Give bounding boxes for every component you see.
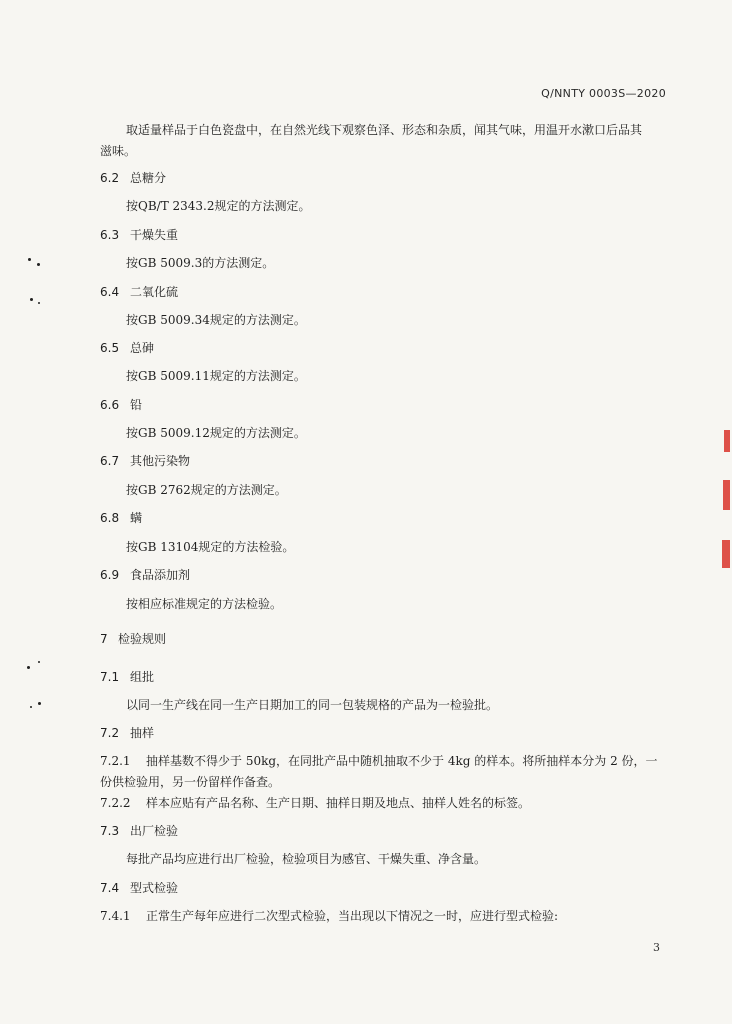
section-6-8-heading: [100, 510, 142, 526]
section-title: 螨: [130, 511, 143, 525]
section-number: 6.8: [100, 511, 120, 525]
scan-speck: [30, 298, 33, 301]
section-title: 抽样: [130, 726, 155, 740]
section-7-1-text: 以同一生产线在同一生产日期加工的同一包装规格的产品为一检验批。: [126, 698, 499, 712]
section-title: 型式检验: [130, 881, 179, 895]
section-7-3-text: 每批产品均应进行出厂检验，检验项目为感官、干燥失重、净含量。: [126, 852, 487, 866]
section-6-7-text: 按GB 2762规定的方法测定。: [126, 483, 287, 497]
scan-speck: [37, 263, 40, 266]
section-number: 7.2: [100, 726, 120, 740]
section-title: 食品添加剂: [130, 568, 191, 582]
section-text: 正常生产每年应进行二次型式检验，当出现以下情况之一时，应进行型式检验:: [146, 909, 559, 923]
section-7-2-heading: [100, 725, 154, 741]
section-7-2-2: [100, 795, 530, 811]
section-title: 总糖分: [130, 171, 167, 185]
section-title: 二氧化硫: [130, 285, 179, 299]
section-number: 6.2: [100, 171, 120, 185]
section-7-4-heading: [100, 880, 178, 896]
scan-speck: [38, 302, 40, 304]
section-6-2-heading: [100, 170, 166, 186]
scan-speck: [38, 702, 41, 705]
section-number: 6.9: [100, 568, 120, 582]
section-6-6-heading: [100, 397, 142, 413]
standard-code: Q/NNTY 0003S—2020: [541, 87, 666, 100]
section-7-heading: [100, 631, 166, 647]
section-number: 6.3: [100, 228, 120, 242]
section-7-1-heading: [100, 669, 154, 685]
page-number: 3: [653, 941, 660, 954]
section-number: 7.1: [100, 670, 120, 684]
section-number: 7.4.1: [100, 909, 131, 923]
section-6-7-heading: [100, 453, 190, 469]
section-6-4-heading: [100, 284, 178, 300]
section-title: 总砷: [130, 341, 155, 355]
intro-line-2: 滋味。: [100, 144, 137, 158]
section-number: 7.2.1: [100, 754, 131, 768]
stamp-fragment: [722, 540, 730, 568]
section-6-8-text: 按GB 13104规定的方法检验。: [126, 540, 295, 554]
section-number: 6.7: [100, 454, 120, 468]
section-title: 出厂检验: [130, 824, 179, 838]
section-6-3-text: 按GB 5009.3的方法测定。: [126, 256, 275, 270]
section-title: 干燥失重: [130, 228, 179, 242]
section-6-6-text: 按GB 5009.12规定的方法测定。: [126, 426, 306, 440]
section-title: 组批: [130, 670, 155, 684]
scan-speck: [38, 661, 40, 663]
scan-speck: [30, 706, 32, 708]
section-6-4-text: 按GB 5009.34规定的方法测定。: [126, 313, 306, 327]
section-text: 样本应贴有产品名称、生产日期、抽样日期及地点、抽样人姓名的标签。: [146, 796, 531, 810]
section-6-9-text: 按相应标准规定的方法检验。: [126, 597, 283, 611]
section-number: 7: [100, 632, 108, 646]
stamp-fragment: [724, 430, 730, 452]
section-6-3-heading: [100, 227, 178, 243]
section-number: 6.5: [100, 341, 120, 355]
section-number: 7.4: [100, 881, 120, 895]
section-7-2-1-line-2: 份供检验用，另一份留样作备查。: [100, 775, 281, 789]
section-title: 其他污染物: [130, 454, 191, 468]
stamp-fragment: [723, 480, 730, 510]
section-number: 7.2.2: [100, 796, 131, 810]
section-number: 6.4: [100, 285, 120, 299]
section-7-2-1-line-1: [100, 753, 658, 769]
section-7-4-1: [100, 908, 558, 924]
scan-speck: [27, 666, 30, 669]
section-text: 抽样基数不得少于 50kg，在同批产品中随机抽取不少于 4kg 的样本。将所抽样本分为 2 份，一: [146, 754, 658, 768]
section-title: 检验规则: [118, 632, 167, 646]
intro-line-1: 取适量样品于白色瓷盘中，在自然光线下观察色泽、形态和杂质，闻其气味，用温开水漱口后品其: [126, 123, 643, 137]
section-6-5-text: 按GB 5009.11规定的方法测定。: [126, 369, 306, 383]
section-6-5-heading: [100, 340, 154, 356]
section-number: 7.3: [100, 824, 120, 838]
section-title: 铅: [130, 398, 143, 412]
section-number: 6.6: [100, 398, 120, 412]
scan-speck: [28, 258, 31, 261]
section-6-9-heading: [100, 567, 190, 583]
section-6-2-text: 按QB/T 2343.2规定的方法测定。: [126, 199, 311, 213]
section-7-3-heading: [100, 823, 178, 839]
